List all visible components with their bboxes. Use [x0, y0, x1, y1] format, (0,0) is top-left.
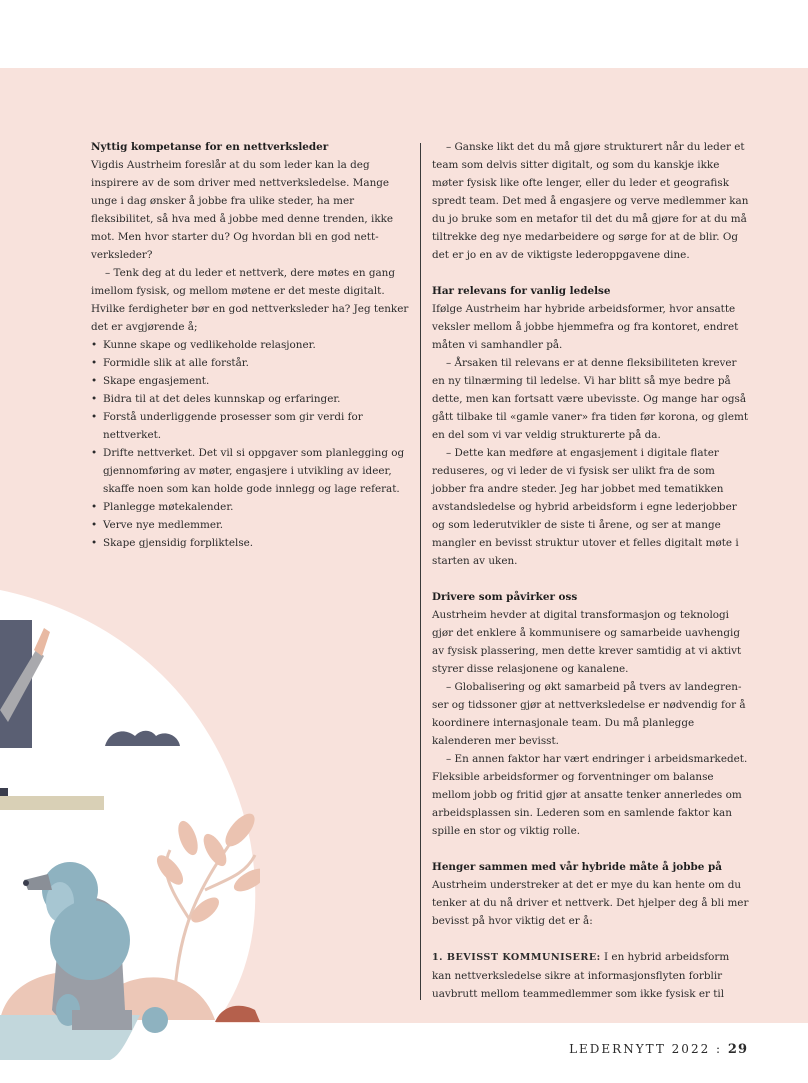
- list-item: • Skape engasjement.: [91, 372, 409, 390]
- list-item: • Kunne skape og vedlikeholde relasjoner.: [91, 336, 409, 354]
- list-item: • Drifte nettverket. Det vil si oppgaver som planlegging og gjennomføring av møter, engasjere i utvikling av ideer, skaffe noen som kan holde gode innlegg og lage referat.: [91, 444, 409, 498]
- column-divider: [420, 143, 421, 1000]
- paragraph: – Tenk deg at du leder et nettverk, dere møtes en gang imellom fysisk, og mellom møtene er det meste digitalt. Hvilke ferdigheter bør en god nettverksleder ha? Jeg tenker det er avgjørende å;: [91, 267, 409, 333]
- heading-drivers: Drivere som påvirker oss: [432, 591, 578, 603]
- paragraph: – Dette kan medføre at engasjement i digitale flater reduseres, og vi leder de vi fysisk ser ulikt fra de som jobber fra andre steder. Jeg har jobbet med tematikken avstandsledelse og hybrid arbeidsform i egne lederjobber og som lederutvikler de siste ti årene, og ser at mange mangler en bevisst struktur utover et felles digitalt møte i starten av uken.: [432, 447, 739, 567]
- list-item: • Formidle slik at alle forstår.: [91, 354, 409, 372]
- paragraph: Vigdis Austrheim foreslår at du som leder kan la deg inspirere av de som driver med nettverksledelse. Mange unge i dag ønsker å jobbe fra ulike steder, ha mer fleksibilitet, så hva med å jobbe med denne trenden, ikke mot. Men hvor starter du? Og hvordan bli en god nettverksleder?: [91, 159, 394, 261]
- lead-in: 1. BEVISST KOMMUNISERE:: [432, 952, 601, 963]
- right-column: [432, 138, 750, 1003]
- skills-list: [91, 336, 409, 552]
- page-number: 29: [727, 1042, 748, 1057]
- heading-hybrid: Henger sammen med vår hybride måte å jobbe på: [432, 861, 722, 873]
- left-column: [91, 138, 409, 552]
- list-item: • Bidra til at det deles kunnskap og erfaringer.: [91, 390, 409, 408]
- paragraph: 1. BEVISST KOMMUNISERE: I en hybrid arbeidsform kan nettverksledelse sikre at informasjonsflyten forblir uavbrutt mellom teammedlemmer som ikke fysisk er til: [432, 951, 730, 1000]
- paragraph: – Globalisering og økt samarbeid på tvers av landegrenser og tidssoner gjør at nettverksledelse er nødvendig for å koordinere internasjonale team. Du må planlegge kalenderen mer bevisst.: [432, 681, 746, 747]
- paragraph: – Ganske likt det du må gjøre strukturert når du leder et team som delvis sitter digitalt, og som du kanskje ikke møter fysisk like ofte lenger, eller du leder et geografisk spredt team. Det med å engasjere og verve medlemmer kan du jo bruke som en metafor til det du må gjøre for at du må tiltrekke deg nye medarbeidere og sørge for at de blir. Og det er jo en av de viktigste lederoppgavene dine.: [432, 141, 749, 261]
- paragraph: Ifølge Austrheim har hybride arbeidsformer, hvor ansatte veksler mellom å jobbe hjemmefra og fra kontoret, endret måten vi samhandler på.: [432, 303, 739, 351]
- paragraph: – Årsaken til relevans er at denne fleksibiliteten krever en ny tilnærming til ledelse. Vi har blitt så mye bedre på dette, men kan fortsatt være ubevisste. Og mange har også gått tilbake til «gamle vaner» fra tiden før korona, og glemt en del som vi var veldig strukturerte på da.: [432, 357, 749, 441]
- list-item: • Planlegge møtekalender.: [91, 498, 409, 516]
- paragraph: Austrheim understreker at det er mye du kan hente om du tenker at du nå driver et nettverk. Det hjelper deg å bli mer bevisst på hvor viktig det er å:: [432, 879, 749, 927]
- heading-network-competence: Nyttig kompetanse for en nettverksleder: [91, 141, 329, 153]
- page-footer: [569, 1042, 748, 1057]
- illustration-dog-plant: [0, 590, 260, 1060]
- list-item: • Forstå underliggende prosesser som gir verdi for nettverket.: [91, 408, 409, 444]
- paragraph: Austrheim hevder at digital transformasjon og teknologi gjør det enklere å kommunisere og samarbeide uavhengig av fysisk plassering, men dette krever samtidig at vi aktivt styrer disse relasjonene og kanalene.: [432, 609, 742, 675]
- paragraph: – En annen faktor har vært endringer i arbeidsmarkedet. Fleksible arbeidsformer og forventninger om balanse mellom jobb og fritid gjør at ansatte tenker annerledes om arbeidsplassen sin. Lederen som en samlende faktor kan spille en stor og viktig rolle.: [432, 753, 748, 837]
- heading-relevance: Har relevans for vanlig ledelse: [432, 285, 611, 297]
- magazine-name: LEDERNYTT 2022 :: [569, 1042, 723, 1056]
- list-item: • Verve nye medlemmer.: [91, 516, 409, 534]
- list-item: • Skape gjensidig forpliktelse.: [91, 534, 409, 552]
